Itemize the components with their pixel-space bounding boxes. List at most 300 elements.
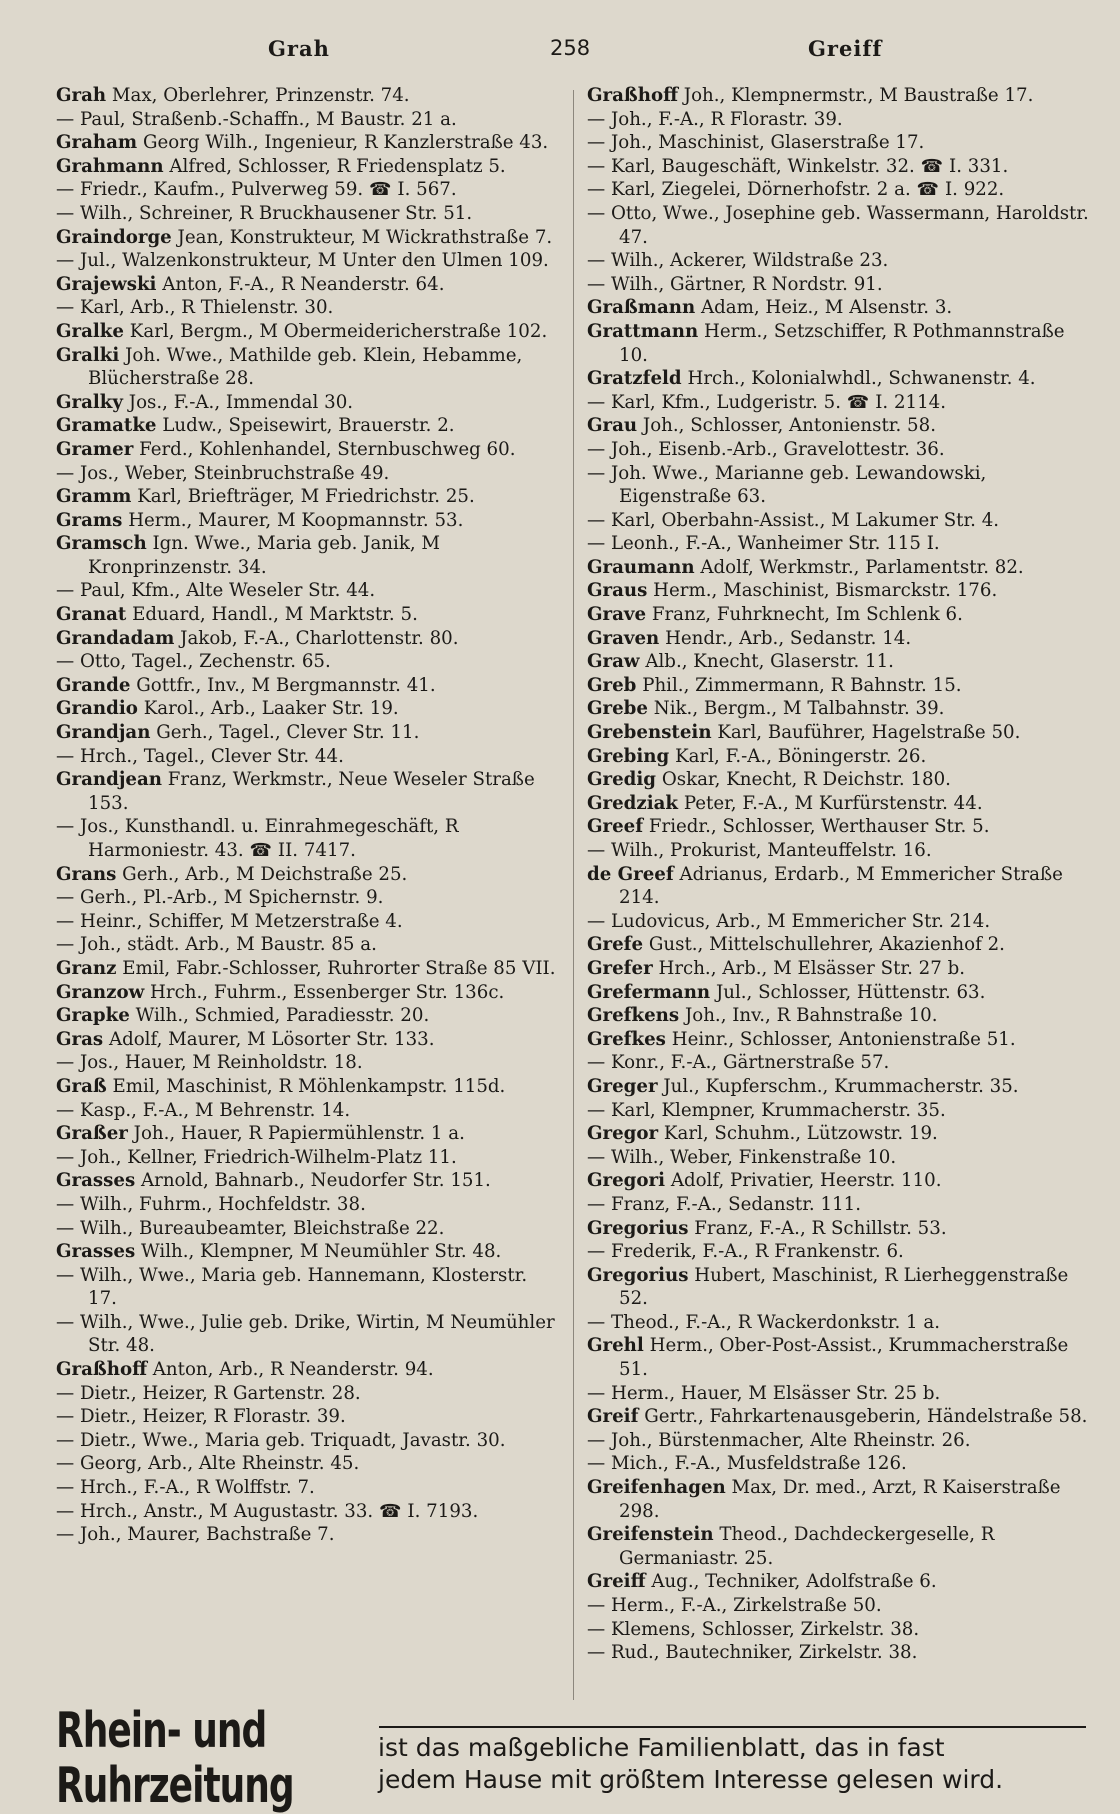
entry-surname: Gramm xyxy=(56,486,132,508)
directory-entry xyxy=(587,509,1092,533)
directory-entry xyxy=(56,1240,561,1264)
directory-entry xyxy=(587,1028,1092,1052)
entry-details: — Karl, Baugeschäft, Winkelstr. 32. ☎ I. 331. xyxy=(587,155,1009,177)
directory-entry xyxy=(56,1099,561,1123)
directory-entry xyxy=(56,1051,561,1075)
entry-surname: Grande xyxy=(56,674,131,696)
entry-surname: Gramsch xyxy=(56,533,147,555)
entry-details: — Gerh., Pl.-Arb., M Spichernstr. 9. xyxy=(56,887,384,909)
left-column xyxy=(56,84,561,1708)
entry-details: Theod., Dachdeckergeselle, R Germaniastr. 25. xyxy=(619,1524,995,1569)
entry-details: Karl, Briefträger, M Friedrichstr. 25. xyxy=(137,486,475,508)
directory-entry xyxy=(56,721,561,745)
entry-details: Hrch., Kolonialwhdl., Schwanenstr. 4. xyxy=(687,368,1036,390)
entry-details: Adolf, Maurer, M Lösorter Str. 133. xyxy=(108,1028,435,1050)
directory-entry xyxy=(56,579,561,603)
entry-details: Anton, F.-A., R Neanderstr. 64. xyxy=(162,273,445,295)
directory-entry xyxy=(56,296,561,320)
entry-details: Georg Wilh., Ingenieur, R Kanzlerstraße 43. xyxy=(142,132,549,154)
directory-entry xyxy=(587,1217,1092,1241)
entry-surname: Greiff xyxy=(587,1571,646,1593)
entry-details: — Jos., Hauer, M Reinholdstr. 18. xyxy=(56,1052,363,1074)
entry-details: — Leonh., F.-A., Wanheimer Str. 115 I. xyxy=(587,533,940,555)
entry-surname: Grams xyxy=(56,509,123,531)
entry-details: — Klemens, Schlosser, Zirkelstr. 38. xyxy=(587,1618,920,1640)
entry-surname: Grefe xyxy=(587,934,644,956)
directory-entry xyxy=(56,674,561,698)
entry-details: — Ludovicus, Arb., M Emmericher Str. 214. xyxy=(587,910,991,932)
entry-details: Joh., Inv., R Bahnstraße 10. xyxy=(684,1005,938,1027)
entry-details: Herm., Maschinist, Bismarckstr. 176. xyxy=(653,580,998,602)
entry-details: Hrch., Fuhrm., Essenberger Str. 136c. xyxy=(150,981,505,1003)
entry-details: Emil, Maschinist, R Möhlenkampstr. 115d. xyxy=(112,1075,506,1097)
entry-surname: Graw xyxy=(587,651,640,673)
directory-entry xyxy=(587,1264,1092,1311)
directory-entry xyxy=(587,1334,1092,1381)
entry-details: — Joh., Maschinist, Glaserstraße 17. xyxy=(587,132,925,154)
entry-details: Jean, Konstrukteur, M Wickrathstraße 7. xyxy=(177,226,553,248)
entry-details: Eduard, Handl., M Marktstr. 5. xyxy=(132,604,418,626)
entry-details: Karl, Schuhm., Lützowstr. 19. xyxy=(663,1123,938,1145)
entry-details: Karl, Bergm., M Obermeidericherstraße 102. xyxy=(129,320,548,342)
entry-surname: Graßhoff xyxy=(587,85,678,106)
entry-details: — Kasp., F.-A., M Behrenstr. 14. xyxy=(56,1099,351,1121)
entry-details: — Franz, F.-A., Sedanstr. 111. xyxy=(587,1193,861,1215)
entry-details: — Dietr., Heizer, R Florastr. 39. xyxy=(56,1406,346,1428)
directory-entry xyxy=(56,863,561,887)
entry-surname: Gramatke xyxy=(56,415,157,437)
entry-surname: Graus xyxy=(587,580,648,602)
entry-details: — Wilh., Bureaubeamter, Bleichstraße 22. xyxy=(56,1217,445,1239)
entry-details: — Konr., F.-A., Gärtnerstraße 57. xyxy=(587,1052,890,1074)
entry-surname: de Greef xyxy=(587,863,674,885)
entry-details: Arnold, Bahnarb., Neudorfer Str. 151. xyxy=(141,1170,491,1192)
directory-entry xyxy=(56,1358,561,1382)
entry-details: — Wilh., Wwe., Julie geb. Drike, Wirtin, M Neumühler Str. 48. xyxy=(56,1311,555,1357)
directory-entry xyxy=(56,226,561,250)
directory-entry xyxy=(56,1452,561,1476)
directory-entry xyxy=(587,414,1092,438)
directory-entry xyxy=(587,627,1092,651)
directory-entry xyxy=(56,1476,561,1500)
entry-details: — Wilh., Ackerer, Wildstraße 23. xyxy=(587,250,889,272)
entry-details: Karl, F.-A., Böningerstr. 26. xyxy=(675,745,927,767)
entry-details: Emil, Fabr.-Schlosser, Ruhrorter Straße 85 VII. xyxy=(122,957,556,979)
entry-details: — Otto, Tagel., Zechenstr. 65. xyxy=(56,651,331,673)
entry-details: Franz, Fuhrknecht, Im Schlenk 6. xyxy=(651,604,963,626)
directory-entry xyxy=(56,650,561,674)
directory-entry xyxy=(587,1429,1092,1453)
directory-entry xyxy=(56,603,561,627)
entry-details: — Wilh., Prokurist, Manteuffelstr. 16. xyxy=(587,840,932,861)
directory-entry xyxy=(587,839,1092,863)
page-header xyxy=(56,36,1086,72)
entry-details: — Wilh., Gärtner, R Nordstr. 91. xyxy=(587,273,883,295)
directory-entry xyxy=(56,1217,561,1241)
entry-surname: Greb xyxy=(587,674,637,696)
directory-entry xyxy=(587,438,1092,462)
entry-surname: Gredziak xyxy=(587,792,679,814)
entry-details: — Karl, Klempner, Krummacherstr. 35. xyxy=(587,1099,946,1121)
entry-surname: Grattmann xyxy=(587,320,699,342)
directory-entry xyxy=(587,1075,1092,1099)
entry-details: Phil., Zimmermann, R Bahnstr. 15. xyxy=(642,674,962,696)
entry-details: Franz, F.-A., R Schillstr. 53. xyxy=(694,1217,947,1239)
entry-surname: Gregorius xyxy=(587,1217,689,1239)
entry-surname: Granat xyxy=(56,604,127,626)
entry-details: — Dietr., Wwe., Maria geb. Triquadt, Javastr. 30. xyxy=(56,1429,506,1451)
directory-entry xyxy=(56,886,561,910)
directory-entry xyxy=(587,1382,1092,1406)
directory-entry xyxy=(56,1523,561,1547)
directory-entry xyxy=(587,155,1092,179)
entry-details: — Hrch., Tagel., Clever Str. 44. xyxy=(56,745,344,767)
directory-entry xyxy=(56,1004,561,1028)
entry-details: Hubert, Maschinist, R Lierheggenstraße 52. xyxy=(619,1264,1069,1310)
directory-entry xyxy=(587,249,1092,273)
directory-entry xyxy=(587,1641,1092,1665)
directory-entry xyxy=(587,1099,1092,1123)
entry-surname: Grasses xyxy=(56,1170,136,1192)
entry-surname: Graßer xyxy=(56,1123,128,1145)
entry-details: Jakob, F.-A., Charlottenstr. 80. xyxy=(180,627,459,649)
directory-entry xyxy=(56,1193,561,1217)
directory-entry xyxy=(587,1122,1092,1146)
entry-details: — Georg, Arb., Alte Rheinstr. 45. xyxy=(56,1453,360,1475)
directory-entry xyxy=(587,131,1092,155)
directory-entry xyxy=(56,1500,561,1524)
entry-surname: Graßmann xyxy=(587,297,696,319)
entry-details: — Karl, Arb., R Thielenstr. 30. xyxy=(56,297,334,319)
directory-entry xyxy=(56,84,561,108)
directory-entry xyxy=(587,579,1092,603)
entry-surname: Gramer xyxy=(56,438,134,460)
directory-entry xyxy=(587,320,1092,367)
entry-surname: Grasses xyxy=(56,1241,136,1263)
entry-surname: Greifenstein xyxy=(587,1524,714,1546)
directory-entry xyxy=(587,1523,1092,1570)
entry-details: Joh., Schlosser, Antonienstr. 58. xyxy=(642,415,936,437)
entry-surname: Greif xyxy=(587,1406,639,1428)
entry-surname: Greger xyxy=(587,1075,658,1097)
directory-entry xyxy=(587,296,1092,320)
directory-entry xyxy=(56,414,561,438)
entry-details: Adolf, Privatier, Heerstr. 110. xyxy=(670,1170,942,1192)
directory-entry xyxy=(56,1146,561,1170)
entry-details: Karl, Bauführer, Hagelstraße 50. xyxy=(717,722,1021,744)
directory-entry xyxy=(56,320,561,344)
entry-surname: Gregorius xyxy=(587,1264,689,1286)
directory-entry xyxy=(587,391,1092,415)
entry-details: Max, Oberlehrer, Prinzenstr. 74. xyxy=(111,85,410,106)
entry-details: Jos., F.-A., Immendal 30. xyxy=(128,391,354,413)
entry-details: — Wilh., Schreiner, R Bruckhausener Str. 51. xyxy=(56,202,473,224)
directory-entry xyxy=(587,721,1092,745)
entry-surname: Gredig xyxy=(587,769,657,791)
entry-surname: Grau xyxy=(587,415,638,437)
entry-details: Ferd., Kohlenhandel, Sternbuschweg 60. xyxy=(139,438,516,460)
entry-details: Friedr., Schlosser, Werthauser Str. 5. xyxy=(648,816,990,838)
entry-details: — Wilh., Fuhrm., Hochfeldstr. 38. xyxy=(56,1193,366,1215)
directory-entry xyxy=(587,1193,1092,1217)
entry-details: Gottfr., Inv., M Bergmannstr. 41. xyxy=(136,674,436,696)
entry-details: Hendr., Arb., Sedanstr. 14. xyxy=(665,627,912,649)
entry-details: — Mich., F.-A., Musfeldstraße 126. xyxy=(587,1453,907,1475)
entry-details: Karol., Arb., Laaker Str. 19. xyxy=(143,698,399,720)
entry-details: — Otto, Wwe., Josephine geb. Wassermann, Haroldstr. 47. xyxy=(587,202,1089,248)
directory-entry xyxy=(56,1405,561,1429)
directory-entry xyxy=(587,1618,1092,1642)
entry-details: Franz, Werkmstr., Neue Weseler Straße 153. xyxy=(88,769,535,814)
directory-entry xyxy=(56,391,561,415)
directory-entry xyxy=(587,910,1092,934)
directory-entry xyxy=(56,509,561,533)
entry-surname: Grehl xyxy=(587,1335,644,1357)
entry-surname: Grahmann xyxy=(56,155,164,177)
entry-surname: Grajewski xyxy=(56,273,157,295)
directory-entry xyxy=(56,1382,561,1406)
entry-details: — Heinr., Schiffer, M Metzerstraße 4. xyxy=(56,910,403,932)
entry-surname: Graumann xyxy=(587,556,695,578)
directory-entry xyxy=(56,1429,561,1453)
directory-columns xyxy=(56,84,1090,1708)
directory-entry xyxy=(587,1004,1092,1028)
entry-details: Gust., Mittelschullehrer, Akazienhof 2. xyxy=(648,934,1005,956)
newspaper-brand: Rhein- und Ruhrzeitung xyxy=(56,1703,294,1814)
directory-entry xyxy=(56,768,561,815)
entry-surname: Granzow xyxy=(56,981,145,1003)
directory-entry xyxy=(587,863,1092,910)
entry-surname: Grandjan xyxy=(56,722,151,744)
directory-entry xyxy=(56,202,561,226)
entry-details: — Karl, Ziegelei, Dörnerhofstr. 2 a. ☎ I. 922. xyxy=(587,179,1005,201)
entry-surname: Graindorge xyxy=(56,226,172,248)
entry-surname: Grandadam xyxy=(56,627,175,649)
entry-details: — Jos., Kunsthandl. u. Einrahmegeschäft, R Harmoniestr. 43. ☎ II. 7417. xyxy=(56,816,459,861)
right-column xyxy=(587,84,1092,1708)
entry-details: — Dietr., Heizer, R Gartenstr. 28. xyxy=(56,1382,361,1404)
entry-details: — Jul., Walzenkonstrukteur, M Unter den Ulmen 109. xyxy=(56,250,549,272)
directory-entry xyxy=(587,1146,1092,1170)
advertisement-banner xyxy=(56,1703,1086,1814)
entry-details: Ludw., Speisewirt, Brauerstr. 2. xyxy=(162,415,455,437)
directory-entry xyxy=(56,1264,561,1311)
entry-details: Gerh., Tagel., Clever Str. 11. xyxy=(156,722,420,744)
directory-entry xyxy=(587,273,1092,297)
directory-entry xyxy=(587,178,1092,202)
entry-details: — Joh., Bürstenmacher, Alte Rheinstr. 26. xyxy=(587,1429,971,1451)
directory-entry xyxy=(587,556,1092,580)
entry-details: Hrch., Arb., M Elsässer Str. 27 b. xyxy=(658,957,966,979)
entry-details: — Herm., Hauer, M Elsässer Str. 25 b. xyxy=(587,1382,941,1404)
directory-entry xyxy=(587,532,1092,556)
entry-details: — Paul, Kfm., Alte Weseler Str. 44. xyxy=(56,580,376,602)
directory-entry xyxy=(56,273,561,297)
entry-surname: Grandjean xyxy=(56,769,162,791)
directory-entry xyxy=(587,367,1092,391)
entry-details: Nik., Bergm., M Talbahnstr. 39. xyxy=(653,698,945,720)
directory-entry xyxy=(56,532,561,579)
directory-entry xyxy=(56,745,561,769)
ad-text-line-2: jedem Hause mit größtem Interesse gelesen wird. xyxy=(378,1765,1004,1794)
entry-details: Aug., Techniker, Adolfstraße 6. xyxy=(651,1571,937,1593)
directory-entry xyxy=(56,131,561,155)
entry-details: Adam, Heiz., M Alsenstr. 3. xyxy=(701,297,953,319)
directory-entry xyxy=(56,981,561,1005)
entry-surname: Grebing xyxy=(587,745,670,767)
entry-details: — Joh., städt. Arb., M Baustr. 85 a. xyxy=(56,934,377,956)
directory-entry xyxy=(587,1476,1092,1523)
entry-details: Gerh., Arb., M Deichstraße 25. xyxy=(122,863,408,885)
directory-entry xyxy=(56,462,561,486)
entry-details: Herm., Ober-Post-Assist., Krummacherstraße 51. xyxy=(619,1335,1069,1381)
directory-entry xyxy=(56,1122,561,1146)
directory-entry xyxy=(56,1028,561,1052)
entry-details: Alb., Knecht, Glaserstr. 11. xyxy=(645,651,894,673)
directory-entry xyxy=(56,815,561,862)
entry-details: — Joh., F.-A., R Florastr. 39. xyxy=(587,108,843,130)
entry-surname: Gregor xyxy=(587,1123,659,1145)
entry-surname: Gregori xyxy=(587,1170,666,1192)
directory-entry xyxy=(587,697,1092,721)
entry-surname: Greef xyxy=(587,816,644,838)
entry-surname: Gratzfeld xyxy=(587,368,682,390)
directory-entry xyxy=(587,1570,1092,1594)
entry-details: — Jos., Weber, Steinbruchstraße 49. xyxy=(56,462,390,484)
entry-details: Max, Dr. med., Arzt, R Kaiserstraße 298. xyxy=(619,1477,1061,1522)
directory-entry xyxy=(587,1452,1092,1476)
page-number: 258 xyxy=(550,36,591,60)
entry-details: — Theod., F.-A., R Wackerdonkstr. 1 a. xyxy=(587,1311,941,1333)
entry-details: Adolf, Werkmstr., Parlamentstr. 82. xyxy=(700,556,1024,578)
directory-entry xyxy=(56,957,561,981)
entry-details: — Joh., Eisenb.-Arb., Gravelottestr. 36. xyxy=(587,438,945,460)
entry-details: — Rud., Bautechniker, Zirkelstr. 38. xyxy=(587,1642,918,1664)
entry-details: — Joh. Wwe., Marianne geb. Lewandowski, Eigenstraße 63. xyxy=(587,462,987,508)
entry-details: Peter, F.-A., M Kurfürstenstr. 44. xyxy=(683,792,983,814)
directory-entry xyxy=(587,603,1092,627)
directory-entry xyxy=(56,344,561,391)
directory-entry xyxy=(587,462,1092,509)
entry-details: Oskar, Knecht, R Deichstr. 180. xyxy=(661,769,951,791)
directory-entry xyxy=(587,202,1092,249)
directory-entry xyxy=(56,1311,561,1358)
directory-entry xyxy=(56,249,561,273)
directory-entry xyxy=(587,957,1092,981)
entry-surname: Gras xyxy=(56,1028,104,1050)
directory-entry xyxy=(587,1240,1092,1264)
entry-details: Anton, Arb., R Neanderstr. 94. xyxy=(152,1359,434,1381)
entry-surname: Grefer xyxy=(587,957,653,979)
directory-entry xyxy=(587,981,1092,1005)
directory-entry xyxy=(587,1311,1092,1335)
entry-details: — Karl, Oberbahn-Assist., M Lakumer Str. 4. xyxy=(587,509,1000,531)
entry-details: Gertr., Fahrkartenausgeberin, Händelstraße 58. xyxy=(644,1406,1088,1428)
entry-details: Heinr., Schlosser, Antonienstraße 51. xyxy=(671,1028,1016,1050)
entry-details: Joh. Wwe., Mathilde geb. Klein, Hebamme, Blücherstraße 28. xyxy=(88,344,523,390)
entry-details: Jul., Schlosser, Hüttenstr. 63. xyxy=(715,981,986,1003)
directory-entry xyxy=(56,485,561,509)
entry-details: — Friedr., Kaufm., Pulverweg 59. ☎ I. 567. xyxy=(56,179,457,201)
header-left-keyword: Grah xyxy=(268,36,330,61)
entry-surname: Grans xyxy=(56,863,117,885)
directory-entry xyxy=(56,697,561,721)
entry-details: Joh., Klempnermstr., M Baustraße 17. xyxy=(683,85,1034,106)
directory-entry xyxy=(587,1594,1092,1618)
entry-surname: Grave xyxy=(587,604,647,626)
entry-surname: Grefkens xyxy=(587,1005,680,1027)
directory-entry xyxy=(56,627,561,651)
entry-surname: Grapke xyxy=(56,1005,130,1027)
entry-details: — Paul, Straßenb.-Schaffn., M Baustr. 21 a. xyxy=(56,108,457,130)
directory-entry xyxy=(56,933,561,957)
entry-surname: Gralki xyxy=(56,344,120,366)
entry-surname: Grebe xyxy=(587,698,648,720)
header-right-keyword: Greiff xyxy=(808,36,883,61)
entry-details: Joh., Hauer, R Papiermühlenstr. 1 a. xyxy=(133,1123,465,1145)
entry-details: — Hrch., Anstr., M Augustastr. 33. ☎ I. 7193. xyxy=(56,1500,479,1522)
directory-entry xyxy=(587,933,1092,957)
directory-entry xyxy=(56,155,561,179)
entry-details: Jul., Kupferschm., Krummacherstr. 35. xyxy=(663,1075,1019,1097)
entry-details: Wilh., Schmied, Paradiesstr. 20. xyxy=(135,1005,430,1027)
entry-surname: Graß xyxy=(56,1075,107,1097)
directory-entry xyxy=(587,108,1092,132)
directory-entry xyxy=(56,1075,561,1099)
directory-entry xyxy=(587,1051,1092,1075)
entry-details: — Wilh., Weber, Finkenstraße 10. xyxy=(587,1146,897,1168)
column-divider xyxy=(573,90,574,1700)
entry-details: — Wilh., Wwe., Maria geb. Hannemann, Klosterstr. 17. xyxy=(56,1264,528,1310)
directory-entry xyxy=(587,1169,1092,1193)
entry-details: — Herm., F.-A., Zirkelstraße 50. xyxy=(587,1595,882,1616)
entry-surname: Grefermann xyxy=(587,981,711,1003)
entry-details: Adrianus, Erdarb., M Emmericher Straße 214. xyxy=(619,863,1063,909)
entry-surname: Granz xyxy=(56,957,117,979)
directory-entry xyxy=(587,745,1092,769)
ad-rule-top xyxy=(379,1726,1086,1728)
entry-details: — Karl, Kfm., Ludgeristr. 5. ☎ I. 2114. xyxy=(587,391,947,413)
directory-entry xyxy=(56,910,561,934)
directory-entry xyxy=(587,1405,1092,1429)
entry-details: — Frederik, F.-A., R Frankenstr. 6. xyxy=(587,1241,904,1263)
directory-entry xyxy=(56,438,561,462)
directory-entry xyxy=(56,108,561,132)
directory-entry xyxy=(587,815,1092,839)
entry-surname: Grah xyxy=(56,85,107,106)
entry-surname: Gralky xyxy=(56,391,123,413)
entry-details: — Joh., Maurer, Bachstraße 7. xyxy=(56,1524,335,1546)
entry-details: Herm., Setzschiffer, R Pothmannstraße 10. xyxy=(619,320,1065,366)
ad-text xyxy=(378,1732,1086,1796)
entry-surname: Grandio xyxy=(56,698,138,720)
directory-entry xyxy=(587,84,1092,108)
directory-entry xyxy=(587,768,1092,792)
directory-entry xyxy=(587,674,1092,698)
entry-surname: Graven xyxy=(587,627,660,649)
entry-details: — Joh., Kellner, Friedrich-Wilhelm-Platz 11. xyxy=(56,1146,457,1168)
entry-surname: Graßhoff xyxy=(56,1359,147,1381)
entry-surname: Graham xyxy=(56,132,138,154)
entry-details: Alfred, Schlosser, R Friedensplatz 5. xyxy=(169,155,506,177)
directory-entry xyxy=(587,650,1092,674)
entry-surname: Grefkes xyxy=(587,1028,666,1050)
entry-details: — Hrch., F.-A., R Wolffstr. 7. xyxy=(56,1477,315,1499)
entry-details: Wilh., Klempner, M Neumühler Str. 48. xyxy=(141,1241,502,1263)
entry-details: Ign. Wwe., Maria geb. Janik, M Kronprinzenstr. 34. xyxy=(88,533,441,578)
directory-entry xyxy=(56,1169,561,1193)
entry-details: Herm., Maurer, M Koopmannstr. 53. xyxy=(128,509,464,531)
